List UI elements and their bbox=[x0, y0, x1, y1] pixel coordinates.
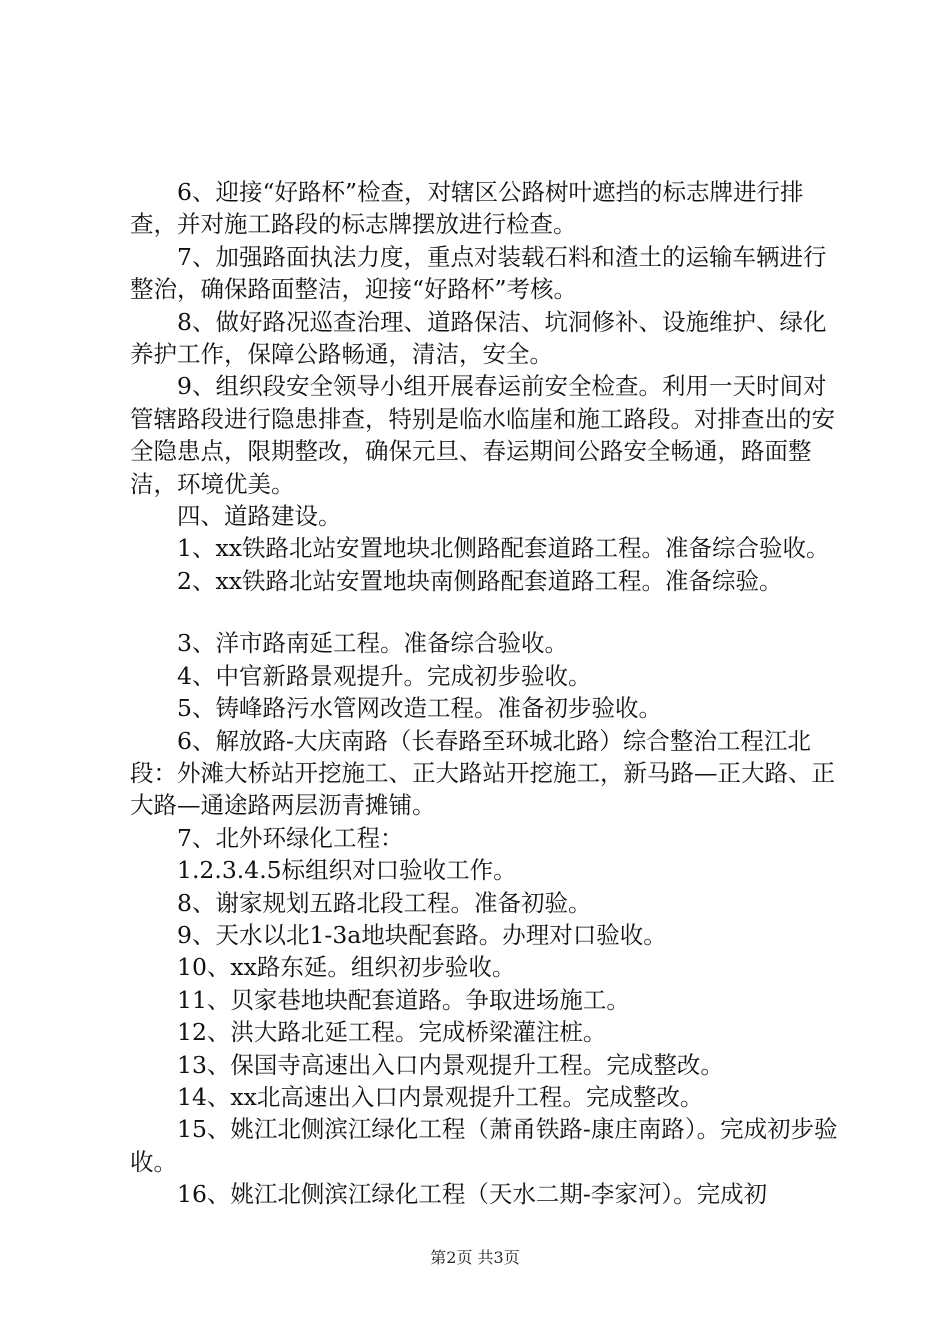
road-item-11: 11、贝家巷地块配套道路。争取进场施工。 bbox=[177, 985, 630, 1014]
road-item-3: 3、洋市路南延工程。准备综合验收。 bbox=[177, 629, 568, 658]
road-item-9: 9、天水以北1-3a地块配套路。办理对口验收。 bbox=[177, 920, 667, 949]
road-item-14: 14、xx北高速出入口内景观提升工程。完成整改。 bbox=[177, 1082, 704, 1111]
road-item-1: 1、xx铁路北站安置地块北侧路配套道路工程。准备综合验收。 bbox=[177, 534, 830, 563]
road-item-5: 5、铸峰路污水管网改造工程。准备初步验收。 bbox=[177, 694, 662, 723]
blank-line bbox=[130, 597, 840, 627]
road-item-2: 2、xx铁路北站安置地块南侧路配套道路工程。准备综验。 bbox=[177, 566, 783, 595]
paragraph-item-9: 9、组织段安全领导小组开展春运前安全检查。利用一天时间对管辖路段进行隐患排查，特别是临水临崖和施工路段。对排查出的安全隐患点，限期整改，确保元旦、春运期间公路安全畅通，路面整洁，环境优美。 bbox=[130, 372, 835, 498]
road-item-10: 10、xx路东延。组织初步验收。 bbox=[177, 953, 516, 982]
road-item-12: 12、洪大路北延工程。完成桥梁灌注桩。 bbox=[177, 1018, 607, 1047]
road-item-16: 16、姚江北侧滨江绿化工程（天水二期-李家河）。完成初 bbox=[177, 1180, 768, 1209]
road-item-15: 15、姚江北侧滨江绿化工程（萧甬铁路-康庄南路）。完成初步验收。 bbox=[130, 1115, 838, 1176]
road-item-7: 7、北外环绿化工程： bbox=[177, 823, 404, 852]
paragraph-item-7: 7、加强路面执法力度，重点对装载石料和渣土的运输车辆进行整治，确保路面整洁，迎接“好路杯”考核。 bbox=[130, 242, 827, 304]
section-heading-road-construction: 四、道路建设。 bbox=[177, 502, 342, 531]
document-body bbox=[130, 176, 840, 1211]
paragraph-item-8: 8、做好路况巡查治理、道路保洁、坑洞修补、设施维护、绿化养护工作，保障公路畅通，清洁，安全。 bbox=[130, 307, 827, 369]
road-item-8: 8、谢家规划五路北段工程。准备初验。 bbox=[177, 888, 592, 917]
page-number-footer: 第2页 共3页 bbox=[430, 1248, 520, 1267]
road-item-4: 4、中官新路景观提升。完成初步验收。 bbox=[177, 661, 592, 690]
paragraph-item-6: 6、迎接“好路杯”检查，对辖区公路树叶遮挡的标志牌进行排查，并对施工路段的标志牌摆放进行检查。 bbox=[130, 178, 804, 239]
road-item-7-detail: 1.2.3.4.5标组织对口验收工作。 bbox=[177, 856, 517, 885]
road-item-6: 6、解放路-大庆南路（长春路至环城北路）综合整治工程江北段：外滩大桥站开挖施工、正大路站开挖施工，新马路—正大路、正大路—通途路两层沥青摊铺。 bbox=[130, 726, 835, 820]
road-item-13: 13、保国寺高速出入口内景观提升工程。完成整改。 bbox=[177, 1050, 724, 1079]
